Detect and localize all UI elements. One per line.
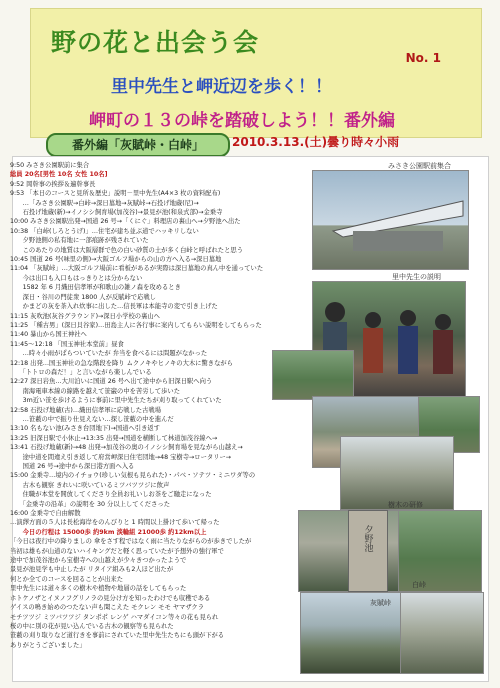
schedule-line: 11:25 「種古男」(深日貝谷家)…田島主人に各行事に案内してもらい説明をしてもらった bbox=[10, 321, 262, 329]
caption-shiro: 白峠 bbox=[412, 581, 426, 589]
schedule-line: 11:45～12:18 「国玉神社本堂前」昼食 bbox=[10, 340, 124, 348]
newsletter-title: 野の花と出会う会 bbox=[51, 28, 260, 57]
schedule-line: 今日の行程は 15000歩 約9km 淡輪組 21000歩 約12km以上 bbox=[10, 528, 207, 536]
schedule-line: …「みさき公園駅→白峠→深日墓地→灰賦峠→石投げ地蔵(尼)→ bbox=[10, 199, 199, 207]
schedule-line: 9:52 岡幹事の挨拶＆遍幹事長 bbox=[10, 180, 96, 188]
schedule-line: ホトケノザとイヌノフグリノラの見分け方を知ったわけでも収穫である bbox=[10, 594, 211, 602]
stone-marker bbox=[348, 510, 388, 592]
schedule-line: 古木も観察 きれいに咲いているミツバツツジに飲声 bbox=[10, 481, 170, 489]
subtitle: 里中先生と岬近辺を歩く！！ bbox=[111, 77, 332, 97]
schedule-list bbox=[10, 161, 310, 679]
schedule-line: 10:45 国道 26 号(味里の側)→大阪ゴルフ場からの山の方へ入る→深日墓地 bbox=[10, 256, 222, 264]
schedule-line: 10:00 みさき公園駅出発→国道 26 号→「くにぐ」料理店の裏山へ→夕野池へ出た bbox=[10, 218, 241, 226]
caption-stump: 樹木の研修 bbox=[388, 501, 423, 509]
photo-group-small bbox=[272, 350, 354, 400]
schedule-line: 住職が本堂を開放してくださり全員お礼いしお茶をご馳走になった bbox=[10, 491, 212, 499]
schedule-line: 9:50 みさき公園駅前に集合 bbox=[10, 162, 90, 169]
schedule-line: 13:25 旧深日駅で小休止→13:35 出発→国道を横断して林道加茂谷線へ→ bbox=[10, 434, 218, 442]
slogan: 岬町の１３の峠を踏破しよう！！番外編 bbox=[89, 111, 395, 131]
caption-haifuki: 灰賦峠 bbox=[370, 599, 391, 607]
schedule-line: 石投げ地蔵(新)→イノシシ飼育場(加茂谷)→景見が池(和泉式部)→金乗寺 bbox=[10, 209, 223, 217]
schedule-line: 笹藪の刈り取りなど道行きを事前にされていた里中先生たちにも頭が下がる bbox=[10, 632, 225, 640]
schedule-line: 深日・谷川の門徒衆 1800 人が反賦峠で応戦し bbox=[10, 293, 156, 301]
schedule-line: 途中で加茂谷池から宝樹寺への山越えが少々きつかったようで bbox=[10, 557, 187, 565]
schedule-line: 1582 年 6 月織田信孝軍が和歌山の雑ノ森を攻めるとき bbox=[10, 284, 181, 292]
schedule-line: 総員 20名[男性 10名 女性 10名] bbox=[10, 171, 108, 179]
schedule-line: 南海電車本線の線路を越えて笹巌の中を苦労して歩いた bbox=[10, 387, 181, 395]
caption-explanation: 里中先生の説明 bbox=[392, 273, 441, 281]
schedule-line: 景見が池見学も中止したが リタイア組みも2人ほど出たが bbox=[10, 566, 174, 574]
schedule-line: モチツツジ ミツバツツジ タンポポ レンゲ ハマダイコン等々の花も見られ bbox=[10, 613, 219, 621]
schedule-line: …時々小雨がぱらついていたが 弁当を食べるには問題がなかった bbox=[10, 350, 208, 358]
photo-shiro-right bbox=[398, 510, 482, 592]
schedule-line: 何とか全てのコースを回ることが出来た bbox=[10, 575, 124, 583]
schedule-line: 11:15 灰吹池(灰谷グラウンド)→深日小学校の裏山へ bbox=[10, 312, 160, 320]
schedule-line: 今は出口も入口もはっきりとは分からない bbox=[10, 274, 143, 282]
schedule-line: …笹藪の中で振り仕見えない…探し笹藪の中を進んだ bbox=[10, 415, 174, 423]
schedule-line: 「トトロの森だ！」と言いながら楽しんでいる bbox=[10, 368, 152, 376]
photo-haifuki-right bbox=[400, 592, 484, 674]
caption-station: みさき公園駅前集合 bbox=[388, 162, 451, 170]
schedule-line: 12:18 出発…国玉神社の急な階段を降り ムクノキやヒノキの大木に驚きながら bbox=[10, 359, 233, 367]
course-badge: 番外編「灰賦峠・白峠」 bbox=[46, 133, 230, 157]
schedule-line: …演繹方面の５人は長松海岸をのんびりと 1 時間以上掛けて歩いて帰った bbox=[10, 519, 220, 527]
schedule-line: 3m近い笹を歩けるように事前に里中先生たちが刈り取ってくれていた bbox=[10, 397, 222, 405]
schedule-line: 13:10 名もない池(みさき台団地下)→国道へ引き返す bbox=[10, 425, 160, 433]
schedule-line: かまどの灰を茶入れ炊事に出した…信長軍は本能寺の変で引き上げた bbox=[10, 303, 218, 311]
schedule-line: 16:00 金乗寺で自由解散 bbox=[10, 510, 81, 518]
schedule-line: ありがとうございました」 bbox=[10, 641, 86, 649]
schedule-line: 9:53 「本日のコースと見所＆歴史」説明－里中先生(A4×3 枚の資料配布) bbox=[10, 190, 221, 198]
photo-stump bbox=[340, 436, 454, 510]
schedule-line: 「今日は夜行中の降りましの 傘をさす程ではなく雨に当たりながらのが歩きでしたが bbox=[10, 538, 252, 546]
schedule-line: このあたりの地質は大阪層群で色の白い砂質の土が多く白峠と呼ばれたと思う bbox=[10, 246, 243, 254]
schedule-line: 11:04 「灰賦峠」…大阪ゴルフ場前に看板があるが実際は深日墓地の真ん中を通っていた bbox=[10, 265, 264, 273]
schedule-line: 国道 26 号→途中から深日港方面へ入る bbox=[10, 463, 135, 470]
schedule-line: 当初は雄もが山道のないハイキングだと軽く思っていたが予想外の強行軍で bbox=[10, 547, 224, 555]
schedule-line: 12:58 石投げ地蔵(古)…織田信孝軍に応戦した古戦場 bbox=[10, 406, 161, 414]
schedule-line: 10:38 「白峠(しろとうげ)」…住宅が建ち並ぶ道でハッキリしない bbox=[10, 227, 199, 235]
newsletter-header bbox=[30, 8, 482, 138]
event-date: 2010.3.13.(土)曇り時々小雨 bbox=[232, 135, 400, 149]
schedule-line: 11:40 暴山から国王神社へ bbox=[10, 331, 87, 339]
schedule-line: 夕野池側の私有地に一部痕跡が残されていた bbox=[10, 237, 149, 245]
schedule-line: 桜の中に別の花が見い込んでいる古木の観察等も見られた bbox=[10, 622, 174, 630]
schedule-line: 途中道を間違え引き返して府営岬深日住宅団地→48 宝樹寺→ロータリー→ bbox=[10, 453, 232, 461]
schedule-line: 「金乗寺の沿革」の説明を 30 分以上してくださった bbox=[10, 500, 170, 508]
schedule-line: 12:27 深日岩魚…大川泊いに国道 26 号へ出て途中から旧深日駅へ向う bbox=[10, 378, 213, 386]
station-roof-shape bbox=[313, 171, 468, 269]
schedule-line: 里中先生には道々多くの樹木や植物や地層の話をしてもらった bbox=[10, 585, 187, 593]
schedule-line: 15:00 金乗寺…境内のイチョウ(珍しい気根も見られた)・パべ・ソテツ・ミニワダ等の bbox=[10, 472, 256, 480]
issue-number: No. 1 bbox=[405, 51, 441, 65]
photo-station bbox=[312, 170, 469, 270]
schedule-line: ゲイスの鳴き始めのつたない声も聞こえた モクレン モモ ヤマザクラ bbox=[10, 604, 204, 612]
schedule-line: 13:41 石投げ地蔵(新)→48 出発→加茂谷の奥のイノシシ飼育場を見ながら山越え→ bbox=[10, 444, 243, 452]
stone-marker-text: 夕野池 bbox=[362, 525, 373, 552]
